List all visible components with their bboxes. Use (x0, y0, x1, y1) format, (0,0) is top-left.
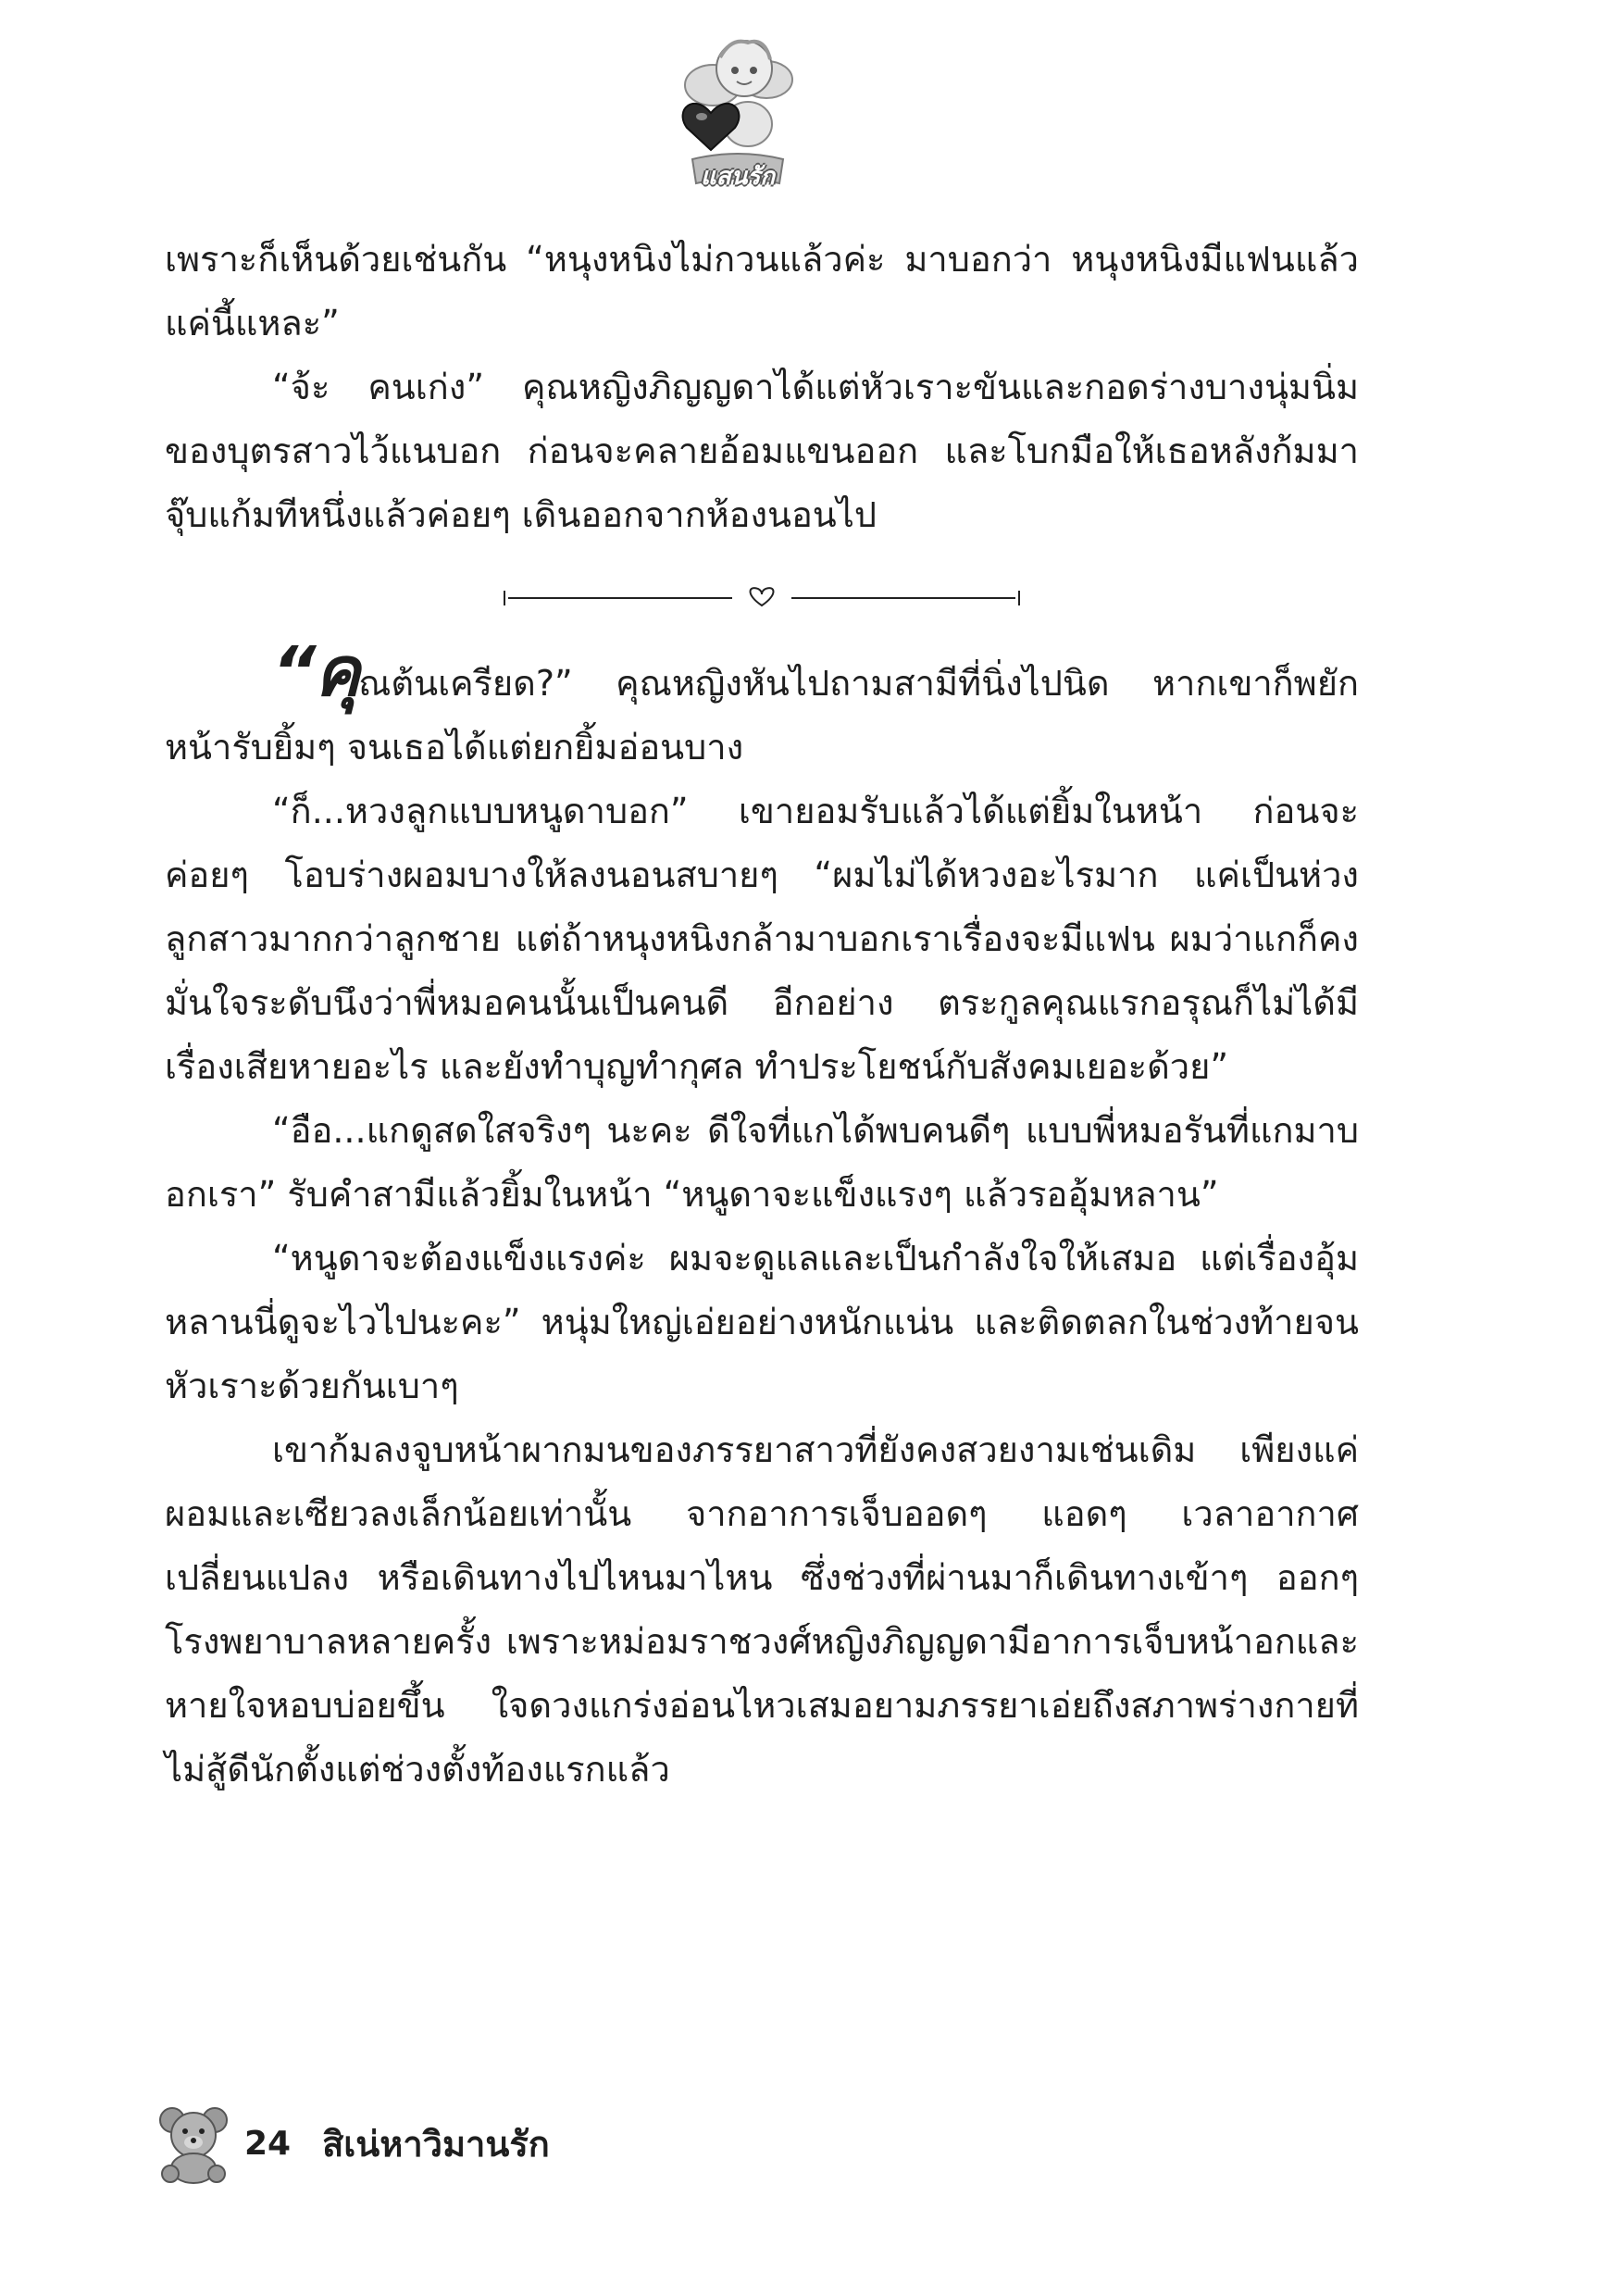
paragraph: “หนูดาจะต้องแข็งแรงค่ะ ผมจะดูแลและเป็นกำลังใจให้เสมอ แต่เรื่องอุ้มหลานนี่ดูจะไวไปนะคะ” หนุ่มใหญ่เอ่ยอย่างหนักแน่น และติดตลกในช่วงท้ายจนหัวเราะด้วยกันเบาๆ (165, 1238, 1359, 1406)
header-logo (674, 20, 802, 196)
heart-divider-icon (503, 580, 1021, 617)
drop-cap: “คุ (272, 632, 359, 712)
logo-text: แสนรัก (700, 163, 776, 191)
paragraph-rest: ณต้นเครียด?” คุณหญิงหันไปถามสามีที่นิ่งไปนิด หากเขาก็พยักหน้ารับยิ้มๆ จนเธอได้แต่ยกยิ้มอ่อนบาง (165, 663, 1359, 767)
paragraph: “ก็...หวงลูกแบบหนูดาบอก” เขายอมรับแล้วได้แต่ยิ้มในหน้า ก่อนจะค่อยๆ โอบร่างผอมบางให้ลงนอนสบายๆ “ผมไม่ได้หวงอะไรมาก แค่เป็นห่วงลูกสาวมากกว่าลูกชาย แต่ถ้าหนุงหนิงกล้ามาบอกเราเรื่องจะมีแฟน ผมว่าแกก็คงมั่นใจระดับนึงว่าพี่หมอคนนั้นเป็นคนดี อีกอย่าง ตระกูลคุณแรกอรุณก็ไม่ได้มีเรื่องเสียหายอะไร และยังทำบุญทำกุศล ทำประโยชน์กับสังคมเยอะด้วย” (165, 791, 1359, 1087)
teddy-bear-icon (152, 2102, 235, 2185)
paragraph-with-dropcap (165, 632, 1359, 780)
page-number: 24 (244, 2124, 292, 2163)
paragraph: เขาก้มลงจูบหน้าผากมนของภรรยาสาวที่ยังคงสวยงามเช่นเดิม เพียงแค่ผอมและเซียวลงเล็กน้อยเท่านั้น จากอาการเจ็บออดๆ แอดๆ เวลาอากาศเปลี่ยนแปลง หรือเดินทางไปไหนมาไหน ซึ่งช่วงที่ผ่านมาก็เดินทางเข้าๆ ออกๆ โรงพยาบาลหลายครั้ง เพราะหม่อมราชวงศ์หญิงภิญญดามีอาการเจ็บหน้าอกและหายใจหอบบ่อยขึ้น ใจดวงแกร่งอ่อนไหวเสมอยามภรรยาเอ่ยถึงสภาพร่างกายที่ไม่สู้ดีนักตั้งแต่ช่วงตั้งท้องแรกแล้ว (165, 1429, 1359, 1790)
novel-text (165, 228, 1359, 1802)
paragraph: เพราะก็เห็นด้วยเช่นกัน “หนุงหนิงไม่กวนแล้วค่ะ มาบอกว่า หนุงหนิงมีแฟนแล้วแค่นี้แหละ” (165, 239, 1359, 343)
paragraph: “อือ...แกดูสดใสจริงๆ นะคะ ดีใจที่แกได้พบคนดีๆ แบบพี่หมอรันที่แกมาบอกเรา” รับคำสามีแล้วยิ้มในหน้า “หนูดาจะแข็งแรงๆ แล้วรออุ้มหลาน” (165, 1110, 1359, 1215)
book-title: สิเน่หาวิมานรัก (322, 2123, 550, 2165)
paragraph: “จ้ะ คนเก่ง” คุณหญิงภิญญดาได้แต่หัวเราะขันและกอดร่างบางนุ่มนิ่มของบุตรสาวไว้แนบอก ก่อนจะคลายอ้อมแขนออก และโบกมือให้เธอหลังก้มมาจุ๊บแก้มทีหนึ่งแล้วค่อยๆ เดินออกจากห้องนอนไป (165, 367, 1359, 535)
page-footer (152, 2102, 550, 2185)
